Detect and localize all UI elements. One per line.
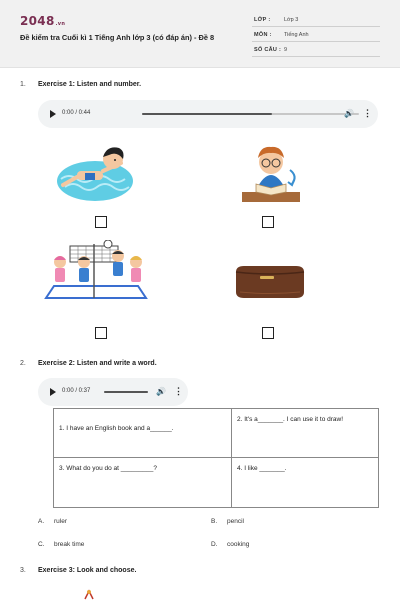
audio-player-2[interactable]: [38, 378, 188, 406]
table-cell: 3. What do you do at _________?: [54, 458, 232, 508]
site-logo[interactable]: 2048.vn: [20, 14, 66, 28]
option-d[interactable]: D. cooking: [211, 541, 250, 548]
more-options-icon[interactable]: ⋮: [174, 386, 183, 396]
exercise-3-image-partial: [82, 589, 96, 600]
page-header: [0, 0, 400, 68]
option-b[interactable]: B. pencil: [211, 518, 244, 525]
audio-progress-bar[interactable]: [104, 391, 148, 393]
volleyball-kids-image: [44, 240, 148, 304]
audio-player-1[interactable]: [38, 100, 378, 128]
pencil-case-image: [232, 262, 308, 302]
audio-time: 0:00 / 0:37: [62, 388, 91, 394]
reading-boy-image: [238, 140, 304, 206]
exercise-3-heading: 3. Exercise 3: Look and choose.: [20, 567, 137, 574]
volume-icon[interactable]: 🔊: [156, 387, 166, 396]
audio-time: 0:00 / 0:44: [62, 110, 91, 116]
table-cell: 4. I like _______.: [232, 458, 379, 508]
page-title: Đề kiểm tra Cuối kì 1 Tiếng Anh lớp 3 (có đáp án) - Đề 8: [20, 33, 215, 42]
more-options-icon[interactable]: ⋮: [363, 108, 372, 118]
audio-progress-fill: [142, 113, 272, 115]
audio-progress-fill: [104, 391, 148, 393]
swimming-boy-image: [55, 141, 135, 205]
answer-box-1[interactable]: [95, 216, 107, 228]
table-cell: 2. It's a_______. I can use it to draw!: [232, 409, 379, 458]
exercise-2-heading: 2. Exercise 2: Listen and write a word.: [20, 360, 157, 367]
answer-box-2[interactable]: [262, 216, 274, 228]
option-c[interactable]: C. break time: [38, 541, 85, 548]
play-icon[interactable]: [50, 110, 56, 118]
exercise-1-heading: 1. Exercise 1: Listen and number.: [20, 81, 142, 88]
fill-in-table: [53, 408, 379, 508]
volume-icon[interactable]: 🔊: [344, 109, 354, 118]
answer-box-3[interactable]: [95, 327, 107, 339]
option-a[interactable]: A. ruler: [38, 518, 68, 525]
play-icon[interactable]: [50, 388, 56, 396]
meta-grade: LỚP : Lớp 3: [252, 14, 380, 27]
meta-subject: MÔN : Tiếng Anh: [252, 29, 380, 42]
table-cell: 1. I have an English book and a______.: [54, 409, 232, 458]
audio-progress-bar[interactable]: [142, 113, 359, 115]
answer-box-4[interactable]: [262, 327, 274, 339]
meta-question-count: SỐ CÂU : 9: [252, 44, 380, 57]
